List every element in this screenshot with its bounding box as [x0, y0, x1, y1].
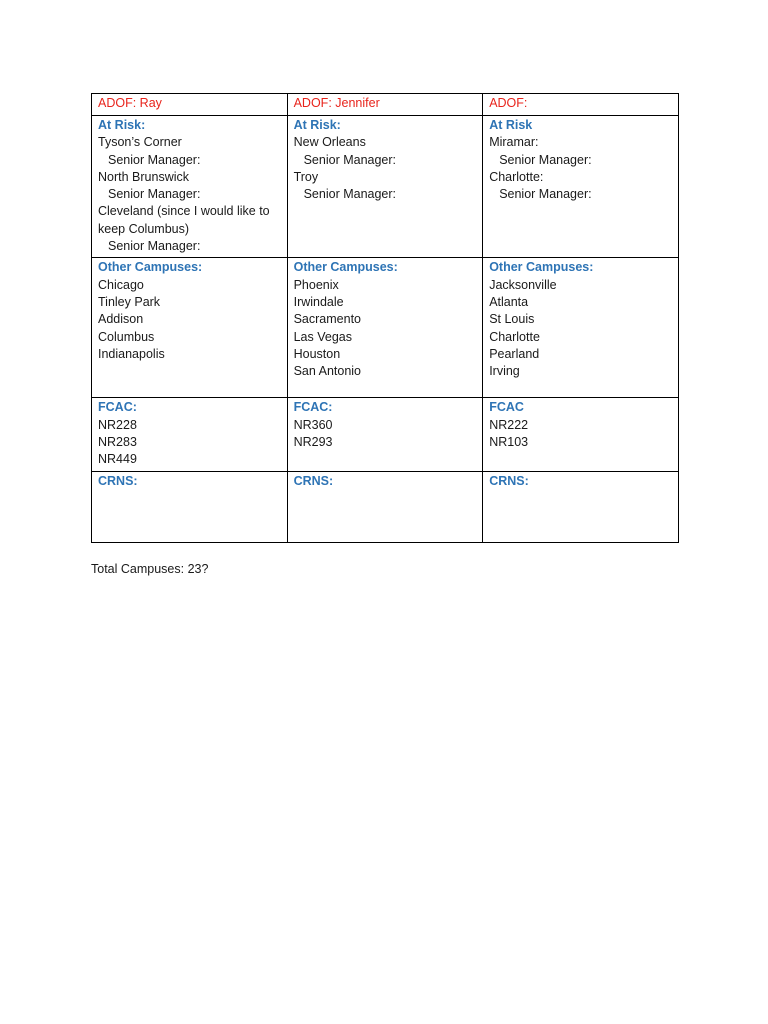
campus-name: Sacramento — [293, 312, 361, 327]
at-risk-row — [92, 116, 679, 258]
crns-cell — [287, 471, 483, 542]
crns-heading: CRNS: — [98, 473, 138, 488]
senior-manager-label: Senior Manager: — [303, 152, 397, 167]
campus-name: Indianapolis — [98, 346, 165, 361]
crns-heading: CRNS: — [489, 473, 529, 488]
crns-row — [92, 471, 679, 542]
adof-label: ADOF: Jennifer — [293, 96, 380, 110]
campus-name: San Antonio — [293, 364, 362, 379]
adof-label: ADOF: Ray — [98, 96, 162, 110]
other-campuses-cell — [287, 258, 483, 398]
at-risk-heading: At Risk: — [293, 118, 341, 132]
fcac-heading: FCAC: — [293, 400, 333, 415]
crns-heading: CRNS: — [293, 473, 334, 488]
crns-cell — [483, 471, 679, 542]
fcac-row — [92, 398, 679, 471]
campus-name: Tinley Park — [98, 294, 161, 309]
other-campuses-cell — [92, 258, 288, 398]
at-risk-heading: At Risk: — [98, 118, 146, 132]
at-risk-campus: Cleveland (since I would like to keep Columbus) — [98, 204, 270, 236]
fcac-cell — [483, 398, 679, 471]
fcac-cell — [287, 398, 483, 471]
senior-manager-label: Senior Manager: — [108, 239, 201, 254]
campus-name: Las Vegas — [293, 329, 352, 344]
course-code: NR283 — [98, 434, 137, 449]
crns-cell — [92, 471, 288, 542]
at-risk-campus: Tyson’s Corner — [98, 135, 182, 150]
adof-row — [92, 94, 679, 116]
campus-name: Irwindale — [293, 294, 344, 309]
campus-name: Atlanta — [489, 294, 529, 309]
senior-manager-label: Senior Manager: — [499, 152, 592, 167]
other-campuses-heading: Other Campuses: — [489, 260, 594, 275]
at-risk-campus: Miramar: — [489, 135, 539, 150]
course-code: NR360 — [293, 417, 333, 432]
at-risk-cell — [92, 116, 288, 258]
senior-manager-label: Senior Manager: — [108, 152, 201, 167]
at-risk-campus: New Orleans — [293, 135, 366, 150]
other-campuses-heading: Other Campuses: — [293, 260, 398, 275]
campus-name: St Louis — [489, 312, 535, 327]
fcac-cell — [92, 398, 288, 471]
senior-manager-label: Senior Manager: — [108, 187, 201, 202]
course-code: NR222 — [489, 417, 529, 432]
campus-name: Houston — [293, 346, 341, 361]
adof-cell — [483, 94, 679, 116]
campus-name: Columbus — [98, 329, 155, 344]
fcac-heading: FCAC — [489, 400, 524, 415]
other-campuses-cell — [483, 258, 679, 398]
adof-cell — [92, 94, 288, 116]
at-risk-campus: Charlotte: — [489, 169, 544, 184]
campus-name: Addison — [98, 312, 144, 327]
campus-name: Chicago — [98, 277, 144, 292]
fcac-heading: FCAC: — [98, 400, 137, 415]
at-risk-cell — [483, 116, 679, 258]
course-code: NR449 — [98, 452, 137, 467]
at-risk-cell — [287, 116, 483, 258]
total-campuses-text: Total Campuses: 23? — [91, 562, 209, 576]
senior-manager-label: Senior Manager: — [499, 187, 592, 202]
senior-manager-label: Senior Manager: — [303, 187, 397, 202]
campus-name: Phoenix — [293, 277, 339, 292]
campus-name: Charlotte — [489, 329, 540, 344]
course-code: NR228 — [98, 417, 137, 432]
at-risk-campus: Troy — [293, 169, 319, 184]
campus-name: Pearland — [489, 346, 540, 361]
adof-campus-table — [91, 93, 679, 543]
campus-name: Irving — [489, 364, 520, 379]
at-risk-heading: At Risk — [489, 118, 533, 132]
course-code: NR293 — [293, 434, 333, 449]
at-risk-campus: North Brunswick — [98, 169, 189, 184]
adof-label: ADOF: — [489, 96, 528, 110]
campus-name: Jacksonville — [489, 277, 557, 292]
other-campuses-row — [92, 258, 679, 398]
course-code: NR103 — [489, 434, 529, 449]
other-campuses-heading: Other Campuses: — [98, 260, 203, 275]
adof-cell — [287, 94, 483, 116]
